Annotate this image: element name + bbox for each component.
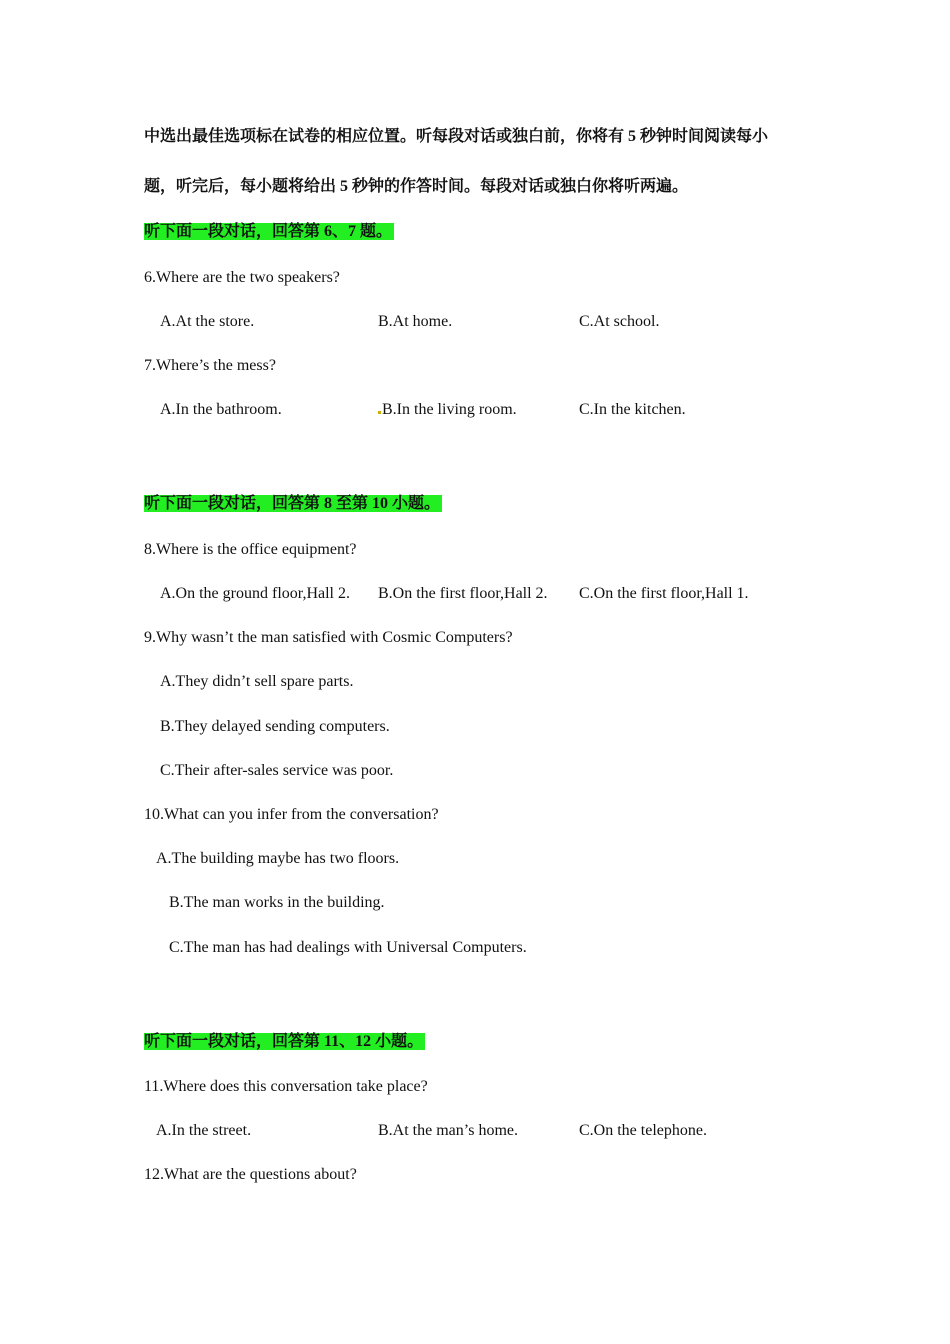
question-11-option-a: A.In the street.	[156, 1122, 252, 1139]
question-6-option-b: B.At home.	[378, 313, 453, 330]
instructions-line-1: 中选出最佳选项标在试卷的相应位置。听每段对话或独白前，你将有 5 秒钟时间阅读每小	[144, 128, 769, 145]
section-header-highlight: 听下面一段对话，回答第 11、12 小题。	[144, 1033, 424, 1050]
question-6-option-c: C.At school.	[579, 313, 660, 330]
section-header	[144, 222, 394, 242]
question-11-option-b: B.At the man’s home.	[378, 1122, 518, 1139]
question-6: 6.Where are the two speakers?	[144, 269, 340, 286]
section-header-highlight: 听下面一段对话，回答第 6、7 题。	[144, 223, 393, 240]
question-7-option-c: C.In the kitchen.	[579, 401, 686, 418]
question-8: 8.Where is the office equipment?	[144, 541, 357, 558]
question-9-option-a: A.They didn’t sell spare parts.	[160, 673, 354, 690]
question-12: 12.What are the questions about?	[144, 1166, 357, 1183]
question-9-option-c: C.Their after-sales service was poor.	[160, 762, 394, 779]
section-header-highlight: 听下面一段对话，回答第 8 至第 10 小题。	[144, 495, 441, 512]
section-header	[144, 1032, 425, 1052]
question-8-option-c: C.On the first floor,Hall 1.	[579, 585, 749, 602]
question-6-option-a: A.At the store.	[160, 313, 255, 330]
question-7-option-a: A.In the bathroom.	[160, 401, 282, 418]
question-11: 11.Where does this conversation take place?	[144, 1078, 428, 1095]
question-10-option-b: B.The man works in the building.	[169, 894, 385, 911]
section-header	[144, 494, 442, 514]
question-11-option-c: C.On the telephone.	[579, 1122, 707, 1139]
question-9-option-b: B.They delayed sending computers.	[160, 718, 390, 735]
question-7-option-b-wrap	[378, 400, 517, 420]
anchor-mark	[378, 411, 381, 414]
question-10-option-c: C.The man has had dealings with Universal Computers.	[169, 939, 527, 956]
question-8-option-b: B.On the first floor,Hall 2.	[378, 585, 548, 602]
question-9: 9.Why wasn’t the man satisfied with Cosmic Computers?	[144, 629, 513, 646]
question-10-option-a: A.The building maybe has two floors.	[156, 850, 400, 867]
instructions-line-2: 题，听完后，每小题将给出 5 秒钟的作答时间。每段对话或独白你将听两遍。	[144, 178, 689, 195]
question-10: 10.What can you infer from the conversation?	[144, 806, 439, 823]
question-8-option-a: A.On the ground floor,Hall 2.	[160, 585, 350, 602]
question-7-option-b: B.In the living room.	[382, 401, 517, 418]
question-7: 7.Where’s the mess?	[144, 357, 276, 374]
